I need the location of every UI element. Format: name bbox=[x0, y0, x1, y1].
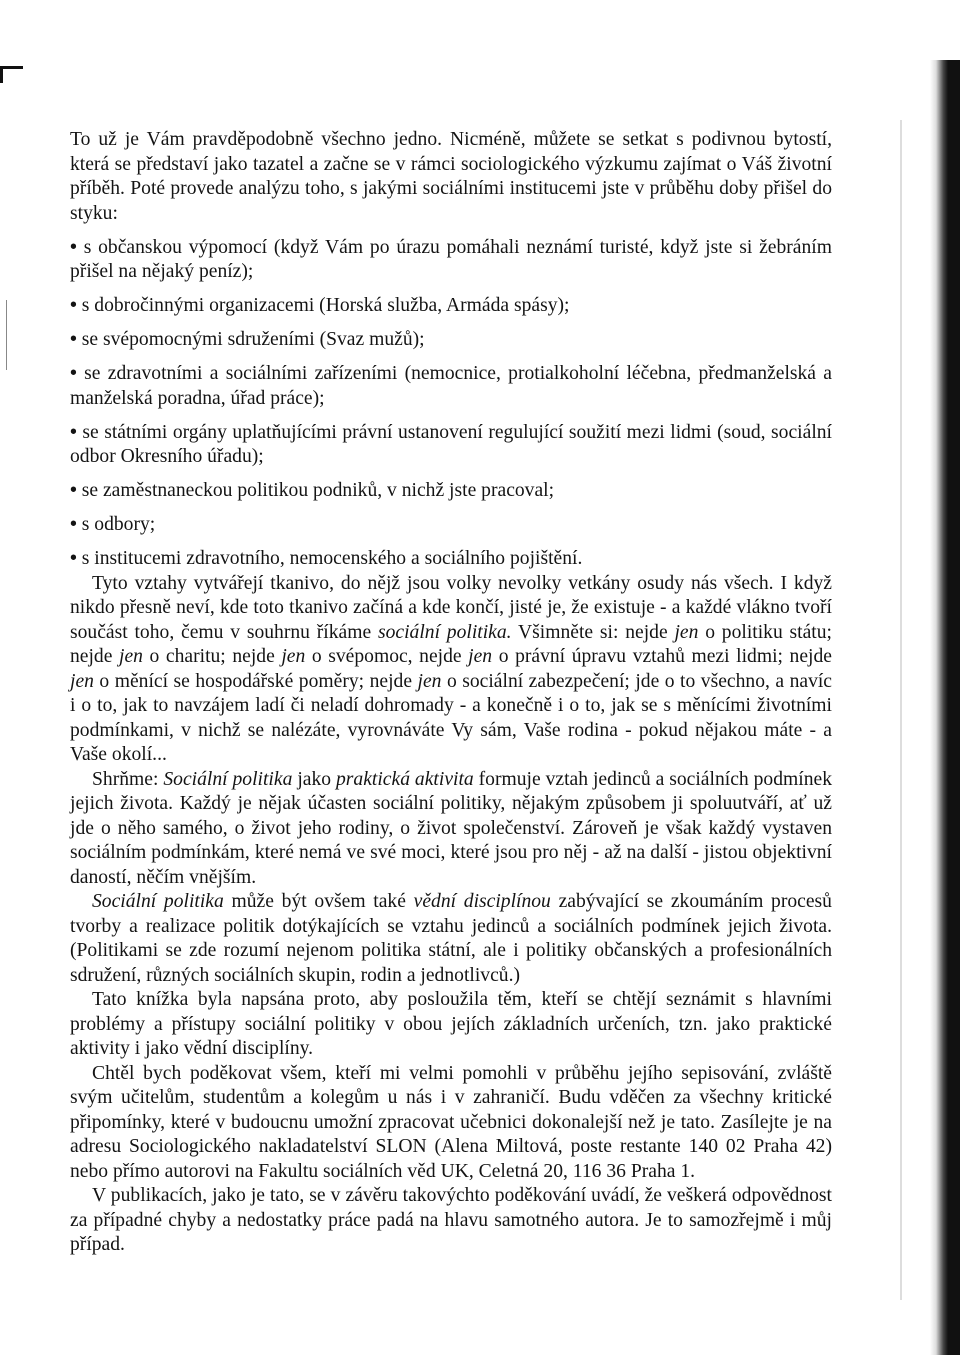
list-item: • se zdravotními a sociálními zařízeními (nemocnice, protialkoholní léčebna, předmanželská a manželská poradna, úřad práce); bbox=[70, 362, 832, 411]
paragraph-summary: Shrňme: Sociální politika jako praktická aktivita formuje vztah jedinců a sociálních podmínek jejich života. Každý je nějak účasten sociální politiky, nějakým způsobem ji spoluutváří, ať už jde o něho samého, o život jeho rodiny, o život společenství. Zároveň je však každý vystaven sociálním podmínkám, které nemá ve své moci, které jsou pro něj - až na další - jistou objektivní daností, něčím vnějším. bbox=[70, 768, 832, 888]
paragraph-responsibility: V publikacích, jako je tato, se v závěru takovýchto poděkování uvádí, že veškerá odpovědnost za případné chyby a nedostatky práce padá na hlavu samotného autora. Je to samozřejmě i můj případ. bbox=[70, 1185, 832, 1255]
paragraph-purpose: Tato knížka byla napsána proto, aby posloužila těm, kteří se chtějí seznámit s hlavními problémy a přístupy sociální politiky v obou jejích základních určeních, tzn. jako praktické aktivity i jako vědní disciplíny. bbox=[70, 989, 832, 1059]
scan-page-edge bbox=[930, 60, 960, 1355]
paragraph-social-fabric: Tyto vztahy vytvářejí tkanivo, do nějž jsou volky nevolky vetkány osudy nás všech. I když nikdo přesně neví, kde toto tkanivo začíná a kde končí, jisté je, že existuje - a každé vlákno tvoří součást toho, čemu v souhrnu říkáme sociální politika. Všimněte si: nejde jen o politiku státu; nejde jen o charitu; nejde jen o svépomoc, nejde jen o právní úpravu vztahů mezi lidmi; nejde jen o měnící se hospodářské poměry; nejde jen o sociální zabezpečení; jde o to všechno, a navíc i o to, jak to navzájem ladí či neladí dohromady - a konečně i o to, jak se s měnícími životními podmínkami, v nichž se nalézáte, vyrovnáváte Vy sám, Vaše rodina - pokud nějakou máte - a Vaše okolí... bbox=[70, 572, 833, 765]
list-item: • s institucemi zdravotního, nemocenského a sociálního pojištění. bbox=[70, 547, 832, 572]
scan-corner-mark bbox=[0, 66, 23, 83]
paragraph-discipline: Sociální politika může být ovšem také vědní disciplínou zabývající se zkoumáním procesů tvorby a realizace politik dotýkajících se vztahu jedinců a sociálních podmínek jejich života. (Politikami se zde rozumí nejenom politika státní, ale i politiky občanských a profesionálních sdružení, různých sociálních skupin, rodin a jednotlivců.) bbox=[70, 891, 832, 986]
paragraph-acknowledgements: Chtěl bych poděkovat všem, kteří mi velmi pomohli v průběhu jejího sepisování, zvláště svým učitelům, studentům a kolegům u nás i v zahraničí. Budu vděčen za všechny kritické připomínky, které v budoucnu umožní zpracovat učebnici dokonalejší než je tato. Zasílejte je na adresu Sociologického nakladatelství SLON (Alena Miltová, poste restante 140 02 Praha 42) nebo přímo autorovi na Fakultu sociálních věd UK, Celetná 20, 116 36 Praha 1. bbox=[70, 1062, 832, 1182]
scan-shadow-line bbox=[900, 120, 902, 1300]
intro-paragraph: To už je Vám pravděpodobně všechno jedno. Nicméně, můžete se setkat s podivnou bytostí, která se představí jako tazatel a začne se v rámci sociologického výzkumu zajímat o Váš životní příběh. Poté provede analýzu toho, s jakými sociálními institucemi jste v průběhu doby přišel do styku: bbox=[70, 129, 832, 224]
institutions-list bbox=[70, 236, 832, 572]
list-item: • s odbory; bbox=[70, 513, 832, 538]
scan-margin-mark bbox=[6, 300, 9, 370]
list-item: • s dobročinnými organizacemi (Horská služba, Armáda spásy); bbox=[70, 294, 832, 319]
list-item: • s občanskou výpomocí (když Vám po úrazu pomáhali neznámí turisté, když jste si žebráním přišel na nějaký peníz); bbox=[70, 236, 832, 285]
document-page bbox=[70, 128, 832, 1258]
list-item: • se zaměstnaneckou politikou podniků, v nichž jste pracoval; bbox=[70, 479, 832, 504]
list-item: • se státními orgány uplatňujícími právní ustanovení regulující soužití mezi lidmi (soud, sociální odbor Okresního úřadu); bbox=[70, 421, 832, 470]
list-item: • se svépomocnými sdruženími (Svaz mužů); bbox=[70, 328, 832, 353]
